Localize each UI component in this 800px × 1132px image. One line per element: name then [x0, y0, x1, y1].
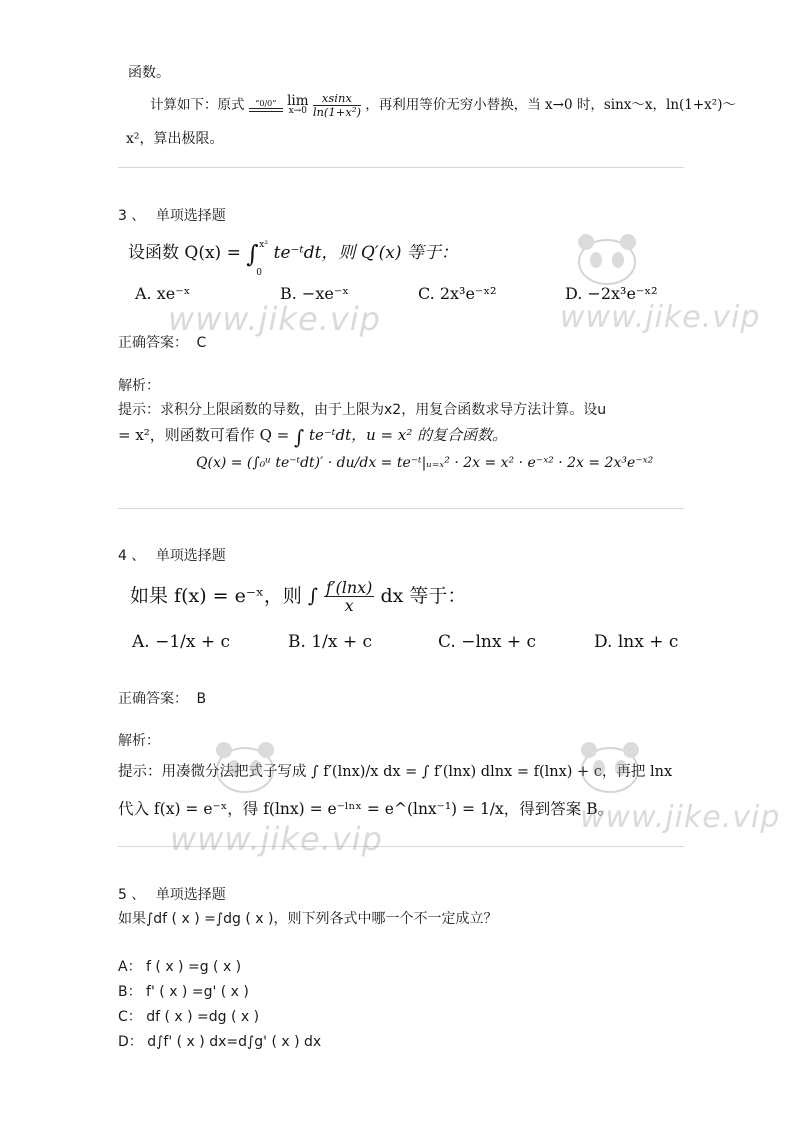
q3-number: 3 、 — [118, 208, 146, 224]
q3-analysis-label: 解析： — [118, 378, 160, 394]
q2-tail-text: 函数。 — [128, 65, 170, 81]
q4-analysis-label: 解析： — [118, 733, 160, 749]
q4-option-a: A. −1/x + c — [132, 632, 231, 652]
q3-hint-line2-b: te⁻ᵗdt，u = x² 的复合函数。 — [308, 426, 508, 444]
watermark-text: www.jike.vip — [170, 820, 383, 858]
q5-number: 5 、 — [118, 887, 146, 903]
q3-stem — [128, 236, 458, 278]
q2-line3: x²，算出极限。 — [126, 131, 224, 147]
q5-option-d: D： d∫f' ( x ) dx=d∫g' ( x ) dx — [118, 1034, 322, 1050]
q4-hint-line1: 提示：用凑微分法把式子写成 ∫ f′(lnx)/x dx = ∫ f′(lnx) dlnx = f(lnx) + c，再把 lnx — [118, 764, 673, 780]
watermark-text: www.jike.vip — [580, 800, 781, 835]
q3-answer-label: 正确答案： — [118, 335, 188, 351]
divider — [118, 508, 684, 509]
q4-option-c: C. −lnx + c — [438, 632, 536, 652]
q3-option-a: A. xe⁻ˣ — [135, 284, 191, 303]
q3-stem-integrand: te⁻ᵗdt，则 Q′(x) 等于： — [273, 243, 458, 263]
q3-answer — [118, 332, 206, 352]
q5-type: 单项选择题 — [155, 887, 226, 903]
q2-frac-num: xsinx — [313, 92, 361, 106]
q4-stem-den: x — [344, 596, 354, 616]
q3-integral: ∫ x² 0 — [246, 236, 268, 271]
q2-calc-line — [150, 92, 736, 119]
q2-calc-prefix: 计算如下：原式 — [150, 96, 245, 113]
q3-type: 单项选择题 — [155, 208, 226, 224]
q3-answer-value: C — [196, 335, 207, 351]
q4-answer-label: 正确答案： — [118, 691, 188, 707]
q4-header — [118, 545, 226, 565]
q3-hint-line2-a: = x²，则函数可看作 Q = — [118, 426, 290, 444]
q3-int-lower: 0 — [256, 268, 262, 278]
q4-stem-fraction — [324, 579, 374, 616]
q3-stem-prefix: 设函数 Q(x) = — [128, 243, 241, 263]
q5-option-a: A： f ( x ) =g ( x ) — [118, 959, 242, 975]
q4-stem — [130, 576, 466, 616]
q3-option-b: B. −xe⁻ˣ — [280, 284, 350, 303]
q5-header — [118, 884, 226, 904]
q5-stem: 如果∫df ( x ) =∫dg ( x )，则下列各式中哪一个不一定成立？ — [118, 911, 498, 927]
watermark-text: www.jike.vip — [168, 300, 381, 338]
q2-over-eq-label: “0/0” — [255, 98, 277, 108]
q3-option-c: C. 2x³e⁻ˣ² — [418, 284, 497, 303]
q4-option-b: B. 1/x + c — [288, 632, 373, 652]
q2-frac-den: ln(1+x²) — [312, 104, 361, 119]
q3-option-d: D. −2x³e⁻ˣ² — [565, 284, 658, 303]
q4-type: 单项选择题 — [155, 548, 226, 564]
q4-stem-suffix: dx 等于： — [380, 585, 467, 607]
q4-stem-num: f′(lnx) — [325, 577, 373, 597]
divider — [118, 167, 684, 168]
divider — [118, 846, 684, 847]
q3-header — [118, 205, 226, 225]
panda-watermark-icon — [572, 232, 642, 288]
q2-fraction — [313, 92, 361, 119]
q3-int-upper: x² — [259, 240, 268, 250]
q5-option-b: B： f' ( x ) =g' ( x ) — [118, 984, 249, 1000]
q2-limit — [287, 95, 308, 115]
q4-option-d: D. lnx + c — [594, 632, 679, 652]
q3-hint-line1: 提示：求积分上限函数的导数，由于上限为x2，用复合函数求导方法计算。设u — [118, 402, 607, 418]
q3-formula: Q(x) = (∫₀ᵘ te⁻ᵗdt)′ · du/dx = te⁻ᵗ|ᵤ₌ₓ² · 2x = x² · e⁻ˣ² · 2x = 2x³e⁻ˣ² — [196, 455, 654, 471]
q4-hint-line2: 代入 f(x) = e⁻ˣ，得 f(lnx) = e⁻ˡⁿˣ = e^(lnx⁻¹) = 1/x，得到答案 B。 — [118, 800, 614, 818]
q4-stem-prefix: 如果 f(x) = e⁻ˣ，则 ∫ — [130, 585, 318, 607]
q4-answer — [118, 688, 206, 708]
q5-option-c: C： df ( x ) =dg ( x ) — [118, 1009, 260, 1025]
q2-lim-word: lim — [287, 93, 309, 110]
q2-lim-sub: x→0 — [288, 106, 307, 117]
q4-number: 4 、 — [118, 548, 146, 564]
q2-calc-suffix: ，再利用等价无穷小替换，当 x→0 时，sinx～x，ln(1+x²)～ — [365, 96, 736, 113]
q3-hint-line2: = x²，则函数可看作 Q = ∫ te⁻ᵗdt，u = x² 的复合函数。 — [118, 426, 508, 449]
q2-over-equal — [249, 99, 283, 112]
watermark-text: www.jike.vip — [560, 300, 761, 335]
q4-answer-value: B — [196, 691, 207, 707]
